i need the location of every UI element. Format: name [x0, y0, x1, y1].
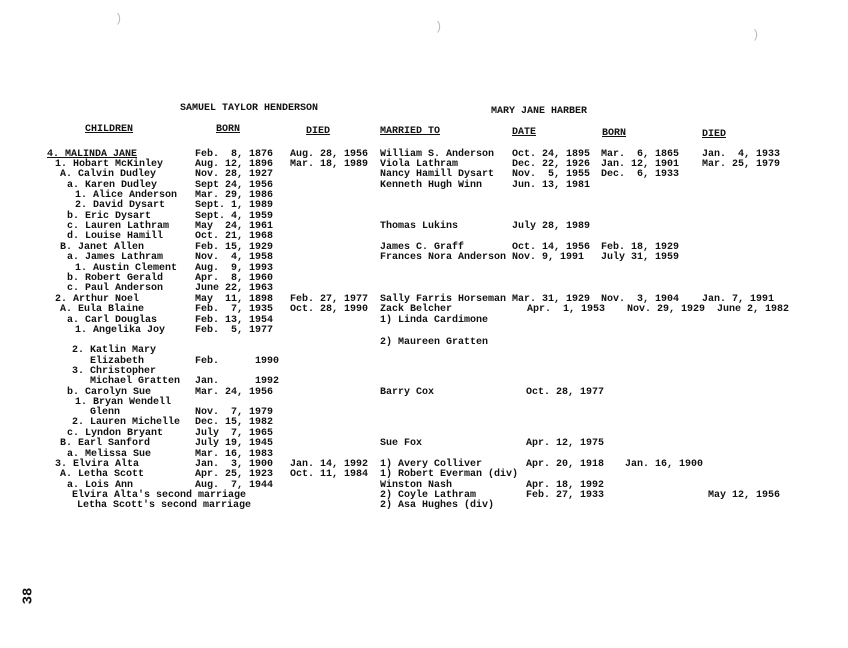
column-header-married-to: MARRIED TO	[380, 126, 441, 137]
child-name: Letha Scott's second marriage	[77, 500, 252, 511]
born-date: Jan. 1992	[195, 376, 280, 387]
born-date: Feb. 13, 1954	[195, 315, 274, 326]
child-name: c. Lauren Lathram	[67, 221, 170, 232]
child-name: Glenn	[90, 407, 121, 418]
born-date: Nov. 28, 1927	[195, 169, 274, 180]
child-name: b. Eric Dysart	[67, 211, 152, 222]
spouse-name: 2) Maureen Gratten	[380, 337, 489, 348]
marriage-date: Dec. 22, 1926	[512, 159, 591, 170]
child-name: 2. Katlin Mary	[72, 345, 157, 356]
wife-name: MARY JANE HARBER	[491, 106, 588, 117]
born-date: June 22, 1963	[195, 283, 274, 294]
child-name: B. Janet Allen	[60, 242, 145, 253]
born-date: Apr. 25, 1923	[195, 469, 274, 480]
spouse-born-date: Nov. 29, 1929	[627, 304, 706, 315]
spouse-name: 1) Avery Colliver	[380, 459, 483, 470]
child-name: a. Melissa Sue	[67, 449, 152, 460]
child-name: 1. Angelika Joy	[75, 325, 166, 336]
child-name: Elizabeth	[90, 356, 145, 367]
died-date: Jan. 14, 1992	[290, 459, 369, 470]
spouse-name: 2) Coyle Lathram	[380, 490, 477, 501]
child-name: a. Lois Ann	[67, 480, 134, 491]
born-date: Apr. 8, 1960	[195, 273, 274, 284]
spouse-name: Thomas Lukins	[380, 221, 459, 232]
column-header-children: CHILDREN	[85, 124, 134, 135]
child-name: A. Eula Blaine	[60, 304, 145, 315]
child-name: 1. Alice Anderson	[75, 190, 178, 201]
child-name: 3. Elvira Alta	[55, 459, 140, 470]
born-date: May 11, 1898	[195, 294, 274, 305]
born-date: May 24, 1961	[195, 221, 274, 232]
scan-mark: )	[115, 12, 123, 26]
born-date: Nov. 7, 1979	[195, 407, 274, 418]
marriage-date: Jun. 13, 1981	[512, 180, 591, 191]
marriage-date: Apr. 12, 1975	[526, 438, 605, 449]
born-date: Feb. 15, 1929	[195, 242, 274, 253]
spouse-died-date: May 12, 1956	[708, 490, 781, 501]
born-date: Feb. 8, 1876	[195, 149, 274, 160]
marriage-date: Nov. 9, 1991	[512, 252, 585, 263]
born-date: Mar. 24, 1956	[195, 387, 274, 398]
husband-name: SAMUEL TAYLOR HENDERSON	[180, 103, 319, 114]
child-name: 1. Austin Clement	[75, 263, 178, 274]
born-date: Sept 24, 1956	[195, 180, 274, 191]
child-name: 2. Arthur Noel	[55, 294, 140, 305]
child-name: a. Karen Dudley	[67, 180, 158, 191]
spouse-name: Viola Lathram	[380, 159, 459, 170]
child-name: c. Lyndon Bryant	[67, 428, 164, 439]
column-header-born: BORN	[216, 124, 241, 135]
marriage-date: Nov. 5, 1955	[512, 169, 591, 180]
marriage-date: Feb. 27, 1933	[526, 490, 605, 501]
child-name: 2. Lauren Michelle	[72, 417, 181, 428]
spouse-name: 2) Asa Hughes (div)	[380, 500, 495, 511]
spouse-died-date: Jan. 7, 1991	[702, 294, 775, 305]
spouse-name: Sally Farris Horseman	[380, 294, 507, 305]
child-name: A. Calvin Dudley	[60, 169, 157, 180]
column-header-died: DIED	[306, 126, 331, 137]
spouse-died-date: June 2, 1982	[717, 304, 790, 315]
spouse-died-date: Jan. 4, 1933	[702, 149, 781, 160]
died-date: Feb. 27, 1977	[290, 294, 369, 305]
spouse-name: James C. Graff	[380, 242, 465, 253]
spouse-name: 1) Linda Cardimone	[380, 315, 489, 326]
spouse-born-date: Dec. 6, 1933	[601, 169, 680, 180]
spouse-born-date: Jan. 16, 1900	[625, 459, 704, 470]
marriage-date: Apr. 20, 1918	[526, 459, 605, 470]
born-date: Mar. 29, 1986	[195, 190, 274, 201]
born-date: Sept. 1, 1989	[195, 200, 274, 211]
born-date: Feb. 7, 1935	[195, 304, 274, 315]
born-date: Feb. 1990	[195, 356, 280, 367]
spouse-name: 1) Robert Everman (div)	[380, 469, 519, 480]
marriage-date: July 28, 1989	[512, 221, 591, 232]
died-date: Aug. 28, 1956	[290, 149, 369, 160]
column-header-born-spouse: BORN	[602, 128, 627, 139]
marriage-date: Apr. 1, 1953	[527, 304, 606, 315]
child-name: b. Carolyn Sue	[67, 387, 152, 398]
marriage-date: Oct. 14, 1956	[512, 242, 591, 253]
marriage-date: Oct. 28, 1977	[526, 387, 605, 398]
born-date: Aug. 9, 1993	[195, 263, 274, 274]
scan-mark: )	[752, 28, 760, 42]
child-name: 3. Christopher	[72, 366, 157, 377]
child-name: d. Louise Hamill	[67, 231, 164, 242]
column-header-died-spouse: DIED	[702, 129, 727, 140]
child-name: Michael Gratten	[90, 376, 181, 387]
born-date: Jan. 3, 1900	[195, 459, 274, 470]
child-name: 1. Bryan Wendell	[75, 397, 172, 408]
child-name: a. James Lathram	[67, 252, 164, 263]
born-date: July 19, 1945	[195, 438, 274, 449]
scan-mark: )	[435, 20, 443, 34]
child-name: b. Robert Gerald	[67, 273, 164, 284]
spouse-born-date: Nov. 3, 1904	[601, 294, 680, 305]
child-name: B. Earl Sanford	[60, 438, 151, 449]
born-date: Aug. 7, 1944	[195, 480, 274, 491]
child-name: 1. Hobart McKinley	[55, 159, 164, 170]
born-date: Oct. 21, 1968	[195, 231, 274, 242]
marriage-date: Mar. 31, 1929	[512, 294, 591, 305]
column-header-date: DATE	[512, 127, 537, 138]
spouse-name: Barry Cox	[380, 387, 435, 398]
born-date: Aug. 12, 1896	[195, 159, 274, 170]
born-date: Mar. 16, 1983	[195, 449, 274, 460]
spouse-died-date: Mar. 25, 1979	[702, 159, 781, 170]
spouse-name: Zack Belcher	[380, 304, 453, 315]
child-name: a. Carl Douglas	[67, 315, 158, 326]
spouse-name: Sue Fox	[380, 438, 423, 449]
born-date: Sept. 4, 1959	[195, 211, 274, 222]
born-date: Dec. 15, 1982	[195, 417, 274, 428]
marriage-date: Apr. 18, 1992	[526, 480, 605, 491]
child-name: Elvira Alta's second marriage	[72, 490, 247, 501]
spouse-born-date: July 31, 1959	[601, 252, 680, 263]
spouse-born-date: Feb. 18, 1929	[601, 242, 680, 253]
child-name: 2. David Dysart	[75, 200, 166, 211]
spouse-name: Kenneth Hugh Winn	[380, 180, 483, 191]
died-date: Mar. 18, 1989	[290, 159, 369, 170]
marriage-date: Oct. 24, 1895	[512, 149, 591, 160]
spouse-name: Winston Nash	[380, 480, 453, 491]
born-date: Feb. 5, 1977	[195, 325, 274, 336]
child-name: 4. MALINDA JANE	[47, 149, 138, 160]
born-date: Nov. 4, 1958	[195, 252, 274, 263]
born-date: July 7, 1965	[195, 428, 274, 439]
child-name: A. Letha Scott	[60, 469, 145, 480]
spouse-name: Nancy Hamill Dysart	[380, 169, 495, 180]
spouse-born-date: Mar. 6, 1865	[601, 149, 680, 160]
spouse-name: Frances Nora Anderson	[380, 252, 507, 263]
page-number: 38	[20, 587, 37, 605]
spouse-name: William S. Anderson	[380, 149, 495, 160]
died-date: Oct. 11, 1984	[290, 469, 369, 480]
child-name: c. Paul Anderson	[67, 283, 164, 294]
spouse-born-date: Jan. 12, 1901	[601, 159, 680, 170]
died-date: Oct. 28, 1990	[290, 304, 369, 315]
